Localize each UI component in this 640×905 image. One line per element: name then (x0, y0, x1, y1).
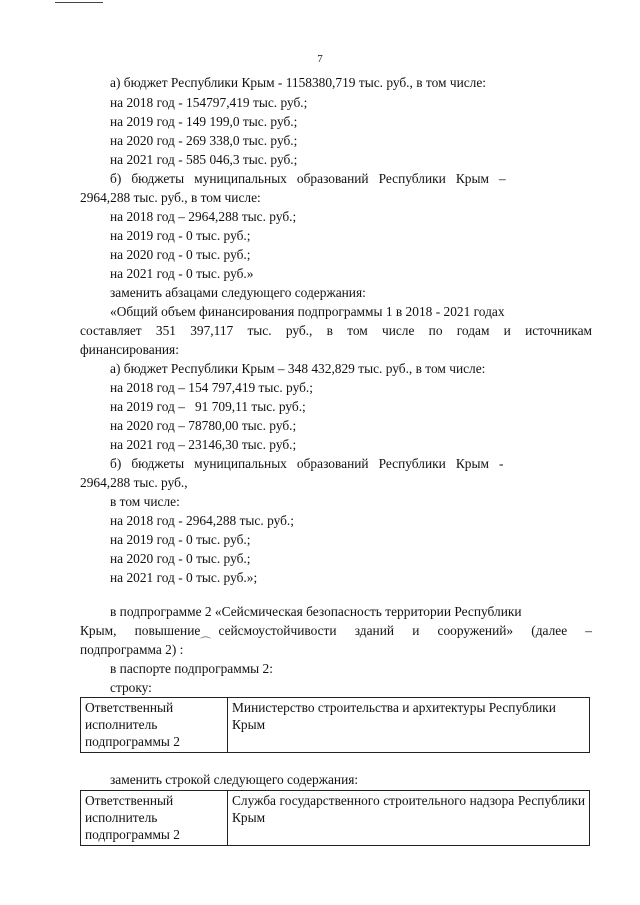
replace-heading: заменить абзацами следующего содержания: (110, 285, 366, 300)
year-line: на 2020 год – 78780,00 тыс. руб.; (110, 418, 297, 433)
municipal-budget-line: б) бюджеты муниципальных образований Республики Крым - (110, 456, 504, 471)
responsible-label-cell: Ответственный исполнитель подпрограммы 2 (81, 698, 228, 753)
subprogram2-line1: в подпрограмме 2 «Сейсмическая безопасность территории Республики (110, 604, 522, 619)
budget-line: а) бюджет Республики Крым – 348 432,829 тыс. руб., в том числе: (110, 361, 486, 376)
municipal-budget-cont: в том числе: (110, 494, 180, 509)
year-line: на 2018 год - 2964,288 тыс. руб.; (110, 513, 294, 528)
year-line: на 2021 год - 0 тыс. руб.» (110, 266, 254, 281)
year-line: на 2019 год - 149 199,0 тыс. руб.; (110, 114, 298, 129)
total-financing-line1: «Общий объем финансирования подпрограммы 1 в 2018 - 2021 годах (110, 304, 505, 319)
subprogram2-line2: Крым, повышение сейсмоустойчивости зданий и сооружений» (далее – (80, 623, 592, 638)
year-line: на 2018 год – 2964,288 тыс. руб.; (110, 209, 297, 224)
replace-row-heading: заменить строкой следующего содержания: (110, 772, 359, 787)
year-line: на 2020 год - 0 тыс. руб.; (110, 247, 251, 262)
year-line: на 2021 год - 0 тыс. руб.»; (110, 570, 258, 585)
responsible-value-cell: Служба государственного строительного надзора Республики Крым (228, 791, 590, 846)
year-line: на 2018 год – 154 797,419 тыс. руб.; (110, 380, 313, 395)
year-line: на 2019 год – 91 709,11 тыс. руб.; (110, 399, 306, 414)
year-line: на 2019 год - 0 тыс. руб.; (110, 228, 251, 243)
new-row-table (80, 790, 590, 846)
row-label: строку: (110, 680, 152, 695)
pen-mark: ⌒ (200, 637, 211, 649)
budget-line: а) бюджет Республики Крым - 1158380,719 тыс. руб., в том числе: (110, 75, 487, 90)
municipal-budget-cont: 2964,288 тыс. руб., в том числе: (80, 190, 261, 205)
year-line: на 2020 год - 0 тыс. руб.; (110, 551, 251, 566)
municipal-budget-line: б) бюджеты муниципальных образований Республики Крым – (110, 171, 506, 186)
municipal-budget-cont: 2964,288 тыс. руб., (80, 475, 188, 490)
passport-line: в паспорте подпрограммы 2: (110, 661, 273, 676)
responsible-value-cell: Министерство строительства и архитектуры Республики Крым (228, 698, 590, 753)
old-row-table (80, 697, 590, 753)
page-number: 7 (317, 53, 323, 65)
responsible-label-cell: Ответственный исполнитель подпрограммы 2 (81, 791, 228, 846)
year-line: на 2020 год - 269 338,0 тыс. руб.; (110, 133, 298, 148)
subprogram2-line3: подпрограмма 2) : (80, 642, 184, 657)
year-line: на 2021 год – 23146,30 тыс. руб.; (110, 437, 297, 452)
year-line: на 2019 год - 0 тыс. руб.; (110, 532, 251, 547)
total-financing-line3: финансирования: (80, 342, 179, 357)
year-line: на 2018 год - 154797,419 тыс. руб.; (110, 95, 308, 110)
year-line: на 2021 год - 585 046,3 тыс. руб.; (110, 152, 298, 167)
total-financing-line2: составляет 351 397,117 тыс. руб., в том числе по годам и источникам (80, 323, 592, 338)
scan-mark (55, 2, 103, 3)
